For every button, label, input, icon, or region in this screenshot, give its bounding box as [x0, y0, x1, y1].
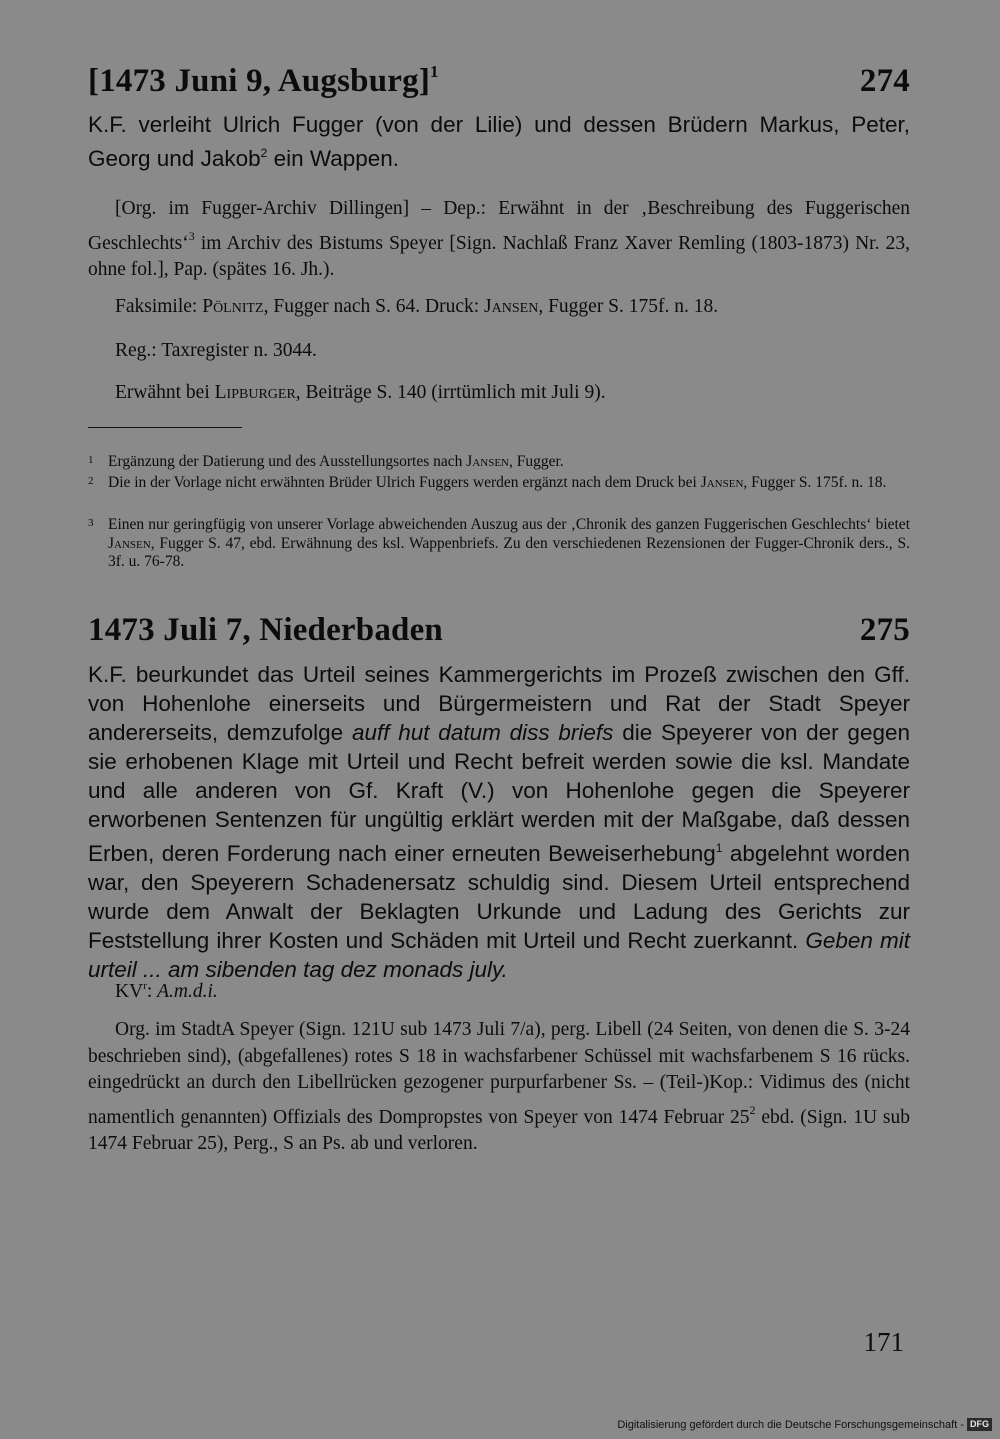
footer-credit: [617, 1418, 992, 1431]
entry-275-number: 275: [859, 612, 910, 648]
footnote-mark: 3: [88, 517, 94, 529]
footnote-ref: 2: [260, 146, 268, 160]
entry-275-title: 1473 Juli 7, Niederbaden: [88, 612, 443, 648]
author-name: Jansen: [484, 296, 539, 317]
faksimile-text: , Fugger nach S. 64. Druck:: [263, 296, 485, 317]
author-name: Pölnitz: [202, 296, 264, 317]
regest-text: K.F. verleiht Ulrich Fugger (von der Lilie) und dessen Brüdern Markus, Peter, Georg und Jakob: [88, 112, 910, 171]
source-text: im Archiv des Bistums Speyer [Sign. Nachlaß Franz Xaver Remling (1803-1873) Nr. 23, ohne fol.], Pap. (spätes 16. Jh.).: [88, 232, 910, 280]
footnote-text-part: , Fugger.: [509, 453, 564, 470]
kv-sup: r: [143, 980, 147, 992]
erwaehnt-text: , Beiträge S. 140 (irrtümlich mit Juli 9).: [295, 382, 606, 403]
dfg-logo-icon: DFG: [967, 1418, 992, 1431]
kv-label: KV: [115, 981, 144, 1002]
source-text: [Org. im Fugger-Archiv Dillingen] – Dep.: Erwähnt in der ‚Beschreibung des Fuggerischen Geschlechts‘: [88, 198, 910, 254]
footnote-3: [88, 516, 910, 572]
author-name: Jansen: [108, 534, 151, 552]
regest-text: ein Wappen.: [267, 146, 400, 171]
entry-275-source: [88, 1017, 910, 1158]
footnote-ref: 1: [430, 62, 439, 81]
author-name: Lipburger: [214, 382, 296, 403]
entry-275-regest: [88, 660, 910, 984]
entry-274-faksimile: [115, 294, 910, 320]
footnote-divider: [88, 427, 242, 428]
footnote-ref: 1: [715, 841, 723, 855]
entry-274-number: 274: [859, 63, 910, 99]
author-name: Jansen: [700, 474, 744, 491]
footnote-mark: 2: [88, 475, 94, 487]
entry-274-reg: Reg.: Taxregister n. 3044.: [115, 340, 317, 361]
source-text: Org. im StadtA Speyer (Sign. 121U sub 1473 Juli 7/a), perg. Libell (24 Seiten, von denen die S. 3-24 beschrieben sind), (abgefallenes) rotes S 18 in wachsfarbener Schüssel mit wachsfarbenem S 16 rücks. eingedrückt an durch den Libellrücken gezogener purpurfarbener Ss. – (Teil-)Kop.: Vidimus des (nicht namentlich genannten) Offizials des Dompropstes von Speyer von 1474 Februar 25: [88, 1019, 910, 1128]
footnote-2: [88, 474, 910, 493]
page-number: 171: [863, 1327, 904, 1357]
kv-value: A.m.d.i.: [157, 981, 218, 1002]
footnote-ref: 2: [749, 1102, 756, 1117]
footnote-text: [108, 453, 910, 472]
entry-275-kv: [115, 973, 910, 1005]
footnote-ref: 3: [188, 228, 195, 243]
footnote-text-part: Einen nur geringfügig von unserer Vorlage abweichenden Auszug aus der ‚Chronik des ganzen Fuggerischen Geschlechts‘ bietet: [108, 516, 910, 533]
regest-text: K.F. beurkundet das Urteil seines Kammergerichts im Prozeß zwischen den Gff. von Hohenlohe einerseits und Bürgermeistern und Rat der Stadt Speyer andererseits, demzufolge: [88, 662, 910, 745]
footnote-text-part: Die in der Vorlage nicht erwähnten Brüder Ulrich Fuggers werden ergänzt nach dem Druck bei: [108, 474, 701, 491]
entry-274-title: [88, 62, 439, 100]
footnote-1: [88, 453, 910, 472]
entry-274-erwaehnt: [115, 380, 910, 406]
kv-sep: :: [146, 981, 158, 1002]
faksimile-text: , Fugger S. 175f. n. 18.: [538, 296, 719, 317]
entry-274-source: [88, 196, 910, 284]
footnote-text-part: Ergänzung der Datierung und des Ausstellungsortes nach: [108, 453, 467, 470]
regest-text: abgelehnt worden war, den Speyerern Schadenersatz schuldig sind. Diesem Urteil entsprechend wurde dem Anwalt der Beklagten Urkunde und Ladung des Gerichts zur Feststellung ihrer Kosten und Schäden mit Urteil und Recht zuerkannt.: [88, 841, 910, 953]
footnote-mark: 1: [88, 454, 94, 466]
quotation-italic: auff hut datum diss briefs: [351, 720, 614, 745]
author-name: Jansen: [466, 453, 509, 470]
entry-274-title-text: [1473 Juni 9, Augsburg]: [88, 63, 431, 99]
entry-274-regest: [88, 110, 910, 173]
erwaehnt-text: Erwähnt bei: [115, 382, 215, 403]
footer-text: Digitalisierung gefördert durch die Deutsche Forschungsgemeinschaft -: [617, 1418, 964, 1431]
footnote-text-part: , Fugger S. 175f. n. 18.: [743, 474, 887, 491]
regest-text: die Speyerer von der gegen sie erhobenen Klage mit Urteil und Recht befreit werden sowie die ksl. Mandate und alle anderen von Gf. Kraft (V.) von Hohenlohe gegen die Speyerer erworbenen Sentenzen für ungültig erklärt werden mit der Maßgabe, daß dessen Erben, deren Forderung nach einer erneuten Beweiserhebung: [88, 720, 910, 866]
entry-275-heading: [88, 612, 910, 649]
entry-274-heading: [88, 62, 910, 100]
faksimile-text: Faksimile:: [115, 296, 203, 317]
footnote-text: [108, 516, 910, 572]
quotation-italic: Geben mit urteil ... am sibenden tag dez monads july.: [88, 928, 910, 982]
footnote-text-part: , Fugger S. 47, ebd. Erwähnung des ksl. Wappenbriefs. Zu den verschiedenen Rezensionen der Fugger-Chronik ders., S. 3f. u. 76-78.: [108, 534, 910, 570]
footnote-text: [108, 474, 910, 493]
source-text: ebd. (Sign. 1U sub 1474 Februar 25), Perg., S an Ps. ab und verloren.: [88, 1106, 910, 1154]
